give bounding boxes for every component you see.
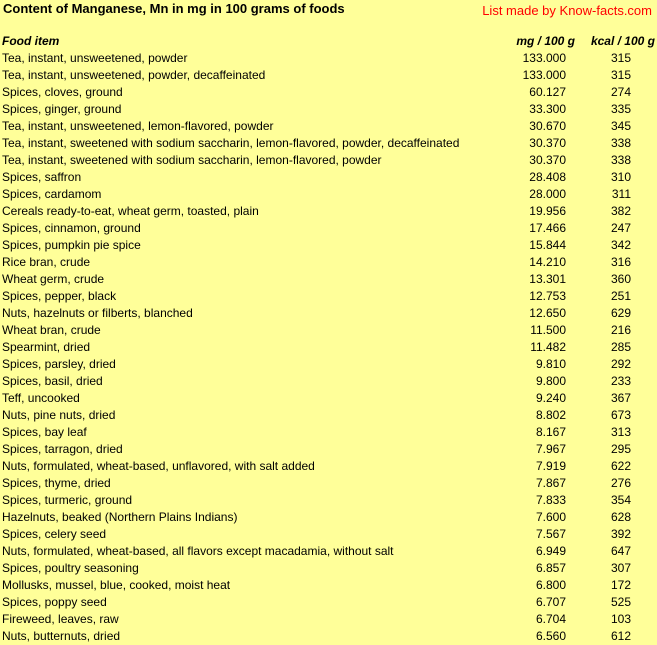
manganese-value: 13.301: [529, 272, 566, 286]
manganese-value: 133.000: [522, 68, 566, 82]
manganese-value: 7.867: [535, 476, 566, 490]
food-name: Spices, poppy seed: [2, 595, 107, 609]
food-name: Cereals ready-to-eat, wheat germ, toasted, plain: [2, 204, 259, 218]
food-name: Spices, poultry seasoning: [2, 561, 139, 575]
manganese-value: 6.800: [535, 578, 566, 592]
column-header-mg: mg / 100 g: [516, 34, 575, 48]
food-name: Spices, basil, dried: [2, 374, 103, 388]
manganese-value: 60.127: [529, 85, 566, 99]
manganese-value: 6.707: [535, 595, 566, 609]
kcal-value: 251: [610, 289, 631, 303]
food-name: Spices, celery seed: [2, 527, 107, 541]
kcal-value: 292: [610, 357, 631, 371]
food-name: Mollusks, mussel, blue, cooked, moist heat: [2, 578, 231, 592]
table-row: [0, 220, 657, 237]
table-row: [0, 118, 657, 135]
manganese-value: 33.300: [529, 102, 566, 116]
table-row: [0, 271, 657, 288]
table-row: [0, 254, 657, 271]
manganese-value: 6.704: [535, 612, 566, 626]
table-row: [0, 611, 657, 628]
kcal-value: 310: [610, 170, 631, 184]
manganese-value: 19.956: [529, 204, 566, 218]
manganese-value: 12.650: [529, 306, 566, 320]
kcal-value: 622: [610, 459, 631, 473]
food-name: Rice bran, crude: [2, 255, 91, 269]
manganese-value: 9.800: [535, 374, 566, 388]
manganese-value: 30.670: [529, 119, 566, 133]
manganese-value: 12.753: [529, 289, 566, 303]
kcal-value: 367: [610, 391, 631, 405]
table-row: [0, 424, 657, 441]
kcal-value: 311: [611, 187, 631, 201]
food-name: Teff, uncooked: [2, 391, 80, 405]
manganese-value: 7.967: [535, 442, 566, 456]
kcal-value: 103: [610, 612, 631, 626]
kcal-value: 628: [610, 510, 631, 524]
credit-link[interactable]: List made by Know-facts.com: [482, 3, 652, 18]
kcal-value: 338: [610, 153, 631, 167]
table-row: [0, 509, 657, 526]
kcal-value: 315: [610, 51, 631, 65]
food-name: Wheat bran, crude: [2, 323, 101, 337]
manganese-value: 7.567: [535, 527, 566, 541]
food-table: [0, 50, 657, 645]
column-header-kcal: kcal / 100 g: [590, 34, 655, 48]
table-row: [0, 305, 657, 322]
table-header: [0, 33, 657, 50]
table-row: [0, 577, 657, 594]
table-row: [0, 203, 657, 220]
manganese-value: 9.810: [535, 357, 566, 371]
kcal-value: 647: [610, 544, 631, 558]
table-row: [0, 560, 657, 577]
food-name: Spices, saffron: [2, 170, 82, 184]
table-row: [0, 186, 657, 203]
food-name: Nuts, formulated, wheat-based, unflavored, with salt added: [2, 459, 315, 473]
food-name: Spices, turmeric, ground: [2, 493, 133, 507]
kcal-value: 172: [610, 578, 631, 592]
manganese-value: 28.408: [529, 170, 566, 184]
manganese-value: 11.500: [530, 323, 566, 337]
manganese-value: 6.857: [535, 561, 566, 575]
food-name: Spices, tarragon, dried: [2, 442, 123, 456]
kcal-value: 392: [610, 527, 631, 541]
food-name: Hazelnuts, beaked (Northern Plains Indians): [2, 510, 238, 524]
table-row: [0, 594, 657, 611]
manganese-value: 17.466: [529, 221, 566, 235]
table-row: [0, 135, 657, 152]
table-row: [0, 339, 657, 356]
kcal-value: 629: [610, 306, 631, 320]
kcal-value: 295: [610, 442, 631, 456]
kcal-value: 274: [610, 85, 631, 99]
kcal-value: 612: [610, 629, 631, 643]
table-row: [0, 628, 657, 645]
table-row: [0, 50, 657, 67]
table-row: [0, 458, 657, 475]
food-name: Fireweed, leaves, raw: [2, 612, 119, 626]
food-name: Spices, pepper, black: [2, 289, 117, 303]
food-name: Spices, cloves, ground: [2, 85, 123, 99]
kcal-value: 673: [610, 408, 631, 422]
food-name: Tea, instant, sweetened with sodium saccharin, lemon-flavored, powder, decaffeinated: [2, 136, 460, 150]
kcal-value: 342: [610, 238, 631, 252]
food-name: Wheat germ, crude: [2, 272, 105, 286]
table-row: [0, 390, 657, 407]
food-name: Tea, instant, unsweetened, powder, decaffeinated: [2, 68, 266, 82]
kcal-value: 276: [610, 476, 631, 490]
food-name: Spices, thyme, dried: [2, 476, 111, 490]
manganese-value: 8.167: [535, 425, 566, 439]
kcal-value: 338: [610, 136, 631, 150]
food-name: Nuts, pine nuts, dried: [2, 408, 116, 422]
manganese-value: 9.240: [535, 391, 566, 405]
table-row: [0, 492, 657, 509]
manganese-value: 8.802: [535, 408, 566, 422]
food-name: Spices, pumpkin pie spice: [2, 238, 141, 252]
food-name: Spearmint, dried: [2, 340, 91, 354]
table-row: [0, 67, 657, 84]
table-row: [0, 407, 657, 424]
food-name: Spices, cinnamon, ground: [2, 221, 141, 235]
table-row: [0, 543, 657, 560]
table-row: [0, 169, 657, 186]
food-name: Tea, instant, unsweetened, powder: [2, 51, 188, 65]
table-row: [0, 237, 657, 254]
food-name: Spices, cardamom: [2, 187, 102, 201]
manganese-value: 28.000: [529, 187, 566, 201]
manganese-value: 11.482: [530, 340, 566, 354]
kcal-value: 335: [610, 102, 631, 116]
table-row: [0, 356, 657, 373]
table-row: [0, 101, 657, 118]
table-row: [0, 84, 657, 101]
table-row: [0, 373, 657, 390]
kcal-value: 360: [610, 272, 631, 286]
table-row: [0, 475, 657, 492]
kcal-value: 307: [610, 561, 631, 575]
kcal-value: 216: [610, 323, 631, 337]
manganese-value: 30.370: [529, 153, 566, 167]
table-row: [0, 441, 657, 458]
kcal-value: 313: [610, 425, 631, 439]
table-row: [0, 526, 657, 543]
food-name: Spices, parsley, dried: [2, 357, 116, 371]
kcal-value: 382: [610, 204, 631, 218]
kcal-value: 525: [610, 595, 631, 609]
manganese-value: 7.919: [535, 459, 566, 473]
manganese-value: 6.949: [535, 544, 566, 558]
column-header-food-item: Food item: [2, 34, 60, 48]
kcal-value: 354: [610, 493, 631, 507]
kcal-value: 233: [610, 374, 631, 388]
manganese-value: 7.600: [535, 510, 566, 524]
table-row: [0, 152, 657, 169]
table-row: [0, 322, 657, 339]
food-name: Nuts, butternuts, dried: [2, 629, 121, 643]
manganese-value: 14.210: [529, 255, 566, 269]
kcal-value: 247: [610, 221, 631, 235]
manganese-value: 7.833: [535, 493, 566, 507]
table-row: [0, 288, 657, 305]
kcal-value: 285: [610, 340, 631, 354]
manganese-value: 15.844: [529, 238, 566, 252]
manganese-value: 6.560: [535, 629, 566, 643]
food-name: Spices, ginger, ground: [2, 102, 122, 116]
food-name: Tea, instant, unsweetened, lemon-flavored, powder: [2, 119, 274, 133]
food-name: Tea, instant, sweetened with sodium saccharin, lemon-flavored, powder: [2, 153, 382, 167]
page-title: Content of Manganese, Mn in mg in 100 grams of foods: [3, 1, 345, 16]
kcal-value: 316: [610, 255, 631, 269]
kcal-value: 345: [610, 119, 631, 133]
food-name: Nuts, formulated, wheat-based, all flavors except macadamia, without salt: [2, 544, 394, 558]
manganese-value: 30.370: [529, 136, 566, 150]
kcal-value: 315: [610, 68, 631, 82]
manganese-value: 133.000: [522, 51, 566, 65]
food-name: Nuts, hazelnuts or filberts, blanched: [2, 306, 193, 320]
food-name: Spices, bay leaf: [2, 425, 87, 439]
